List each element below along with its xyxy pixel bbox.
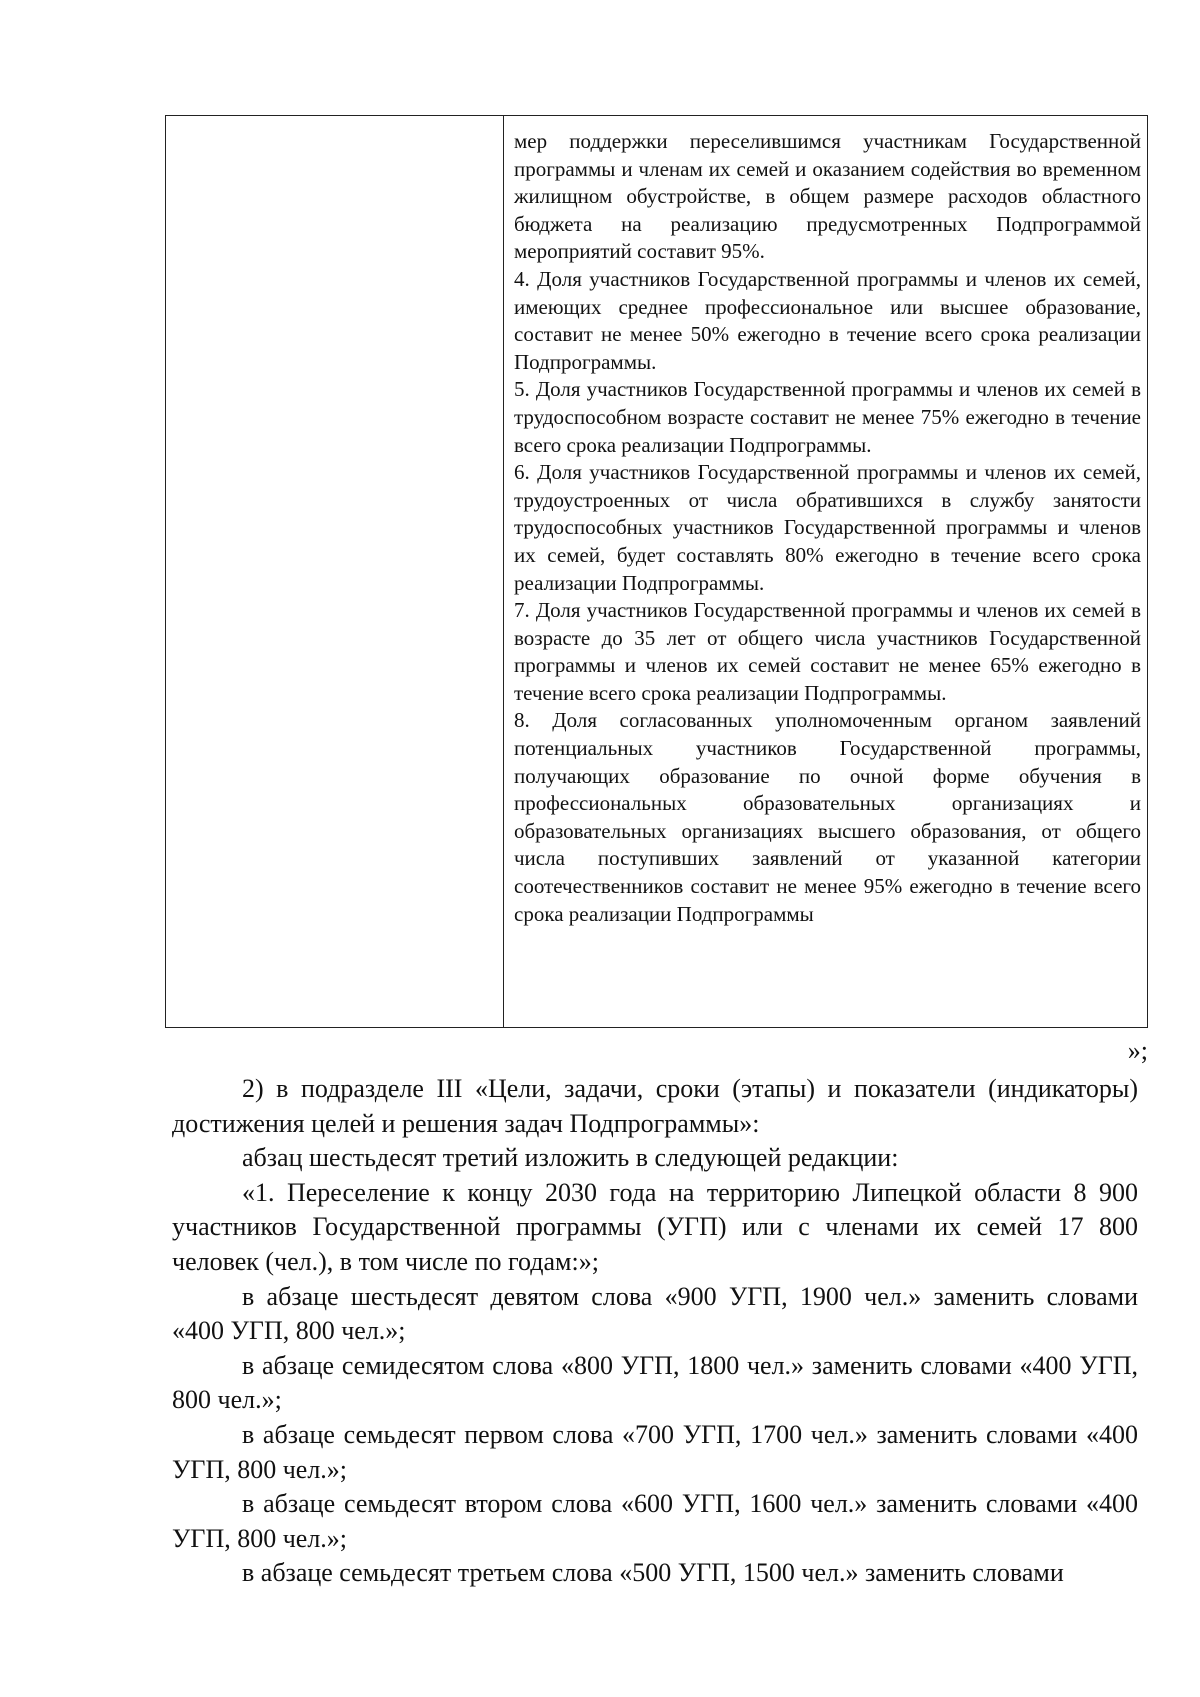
body-paragraph: в абзаце семьдесят первом слова «700 УГП, 1700 чел.» заменить словами «400 УГП, 800 чел.»; (172, 1419, 1138, 1484)
body-paragraph: абзац шестьдесят третий изложить в следующей редакции: (242, 1143, 899, 1173)
body-text (172, 1072, 1138, 1591)
table-paragraph: 8. Доля согласованных уполномоченным органом заявлений потенциальных участников Государственной программы, получающих образование по очной форме обучения в профессиональных образовательных организациях и образовательных организациях высшего образования, от общего числа поступивших заявлений от указанной категории соотечественников составит не менее 95% ежегодно в течение всего срока реализации Подпрограммы (514, 708, 1141, 926)
table-paragraph: 5. Доля участников Государственной программы и членов их семей в трудоспособном возрасте составит не менее 75% ежегодно в течение всего срока реализации Подпрограммы. (514, 377, 1141, 457)
body-paragraph: «1. Переселение к концу 2030 года на территорию Липецкой области 8 900 участников Государственной программы (УГП) или с членами их семей 17 800 человек (чел.), в том числе по годам:»; (172, 1177, 1138, 1276)
table-paragraph: мер поддержки переселившимся участникам Государственной программы и членам их семей и оказанием содействия во временном жилищном обустройстве, в общем размере расходов областного бюджета на реализацию предусмотренных Подпрограммой мероприятий составит 95%. (514, 129, 1141, 264)
closing-quote-mark: »; (1127, 1036, 1148, 1065)
table-right-cell (505, 116, 1147, 1027)
table-paragraph: 7. Доля участников Государственной программы и членов их семей в возрасте до 35 лет от общего числа участников Государственной программы и членов их семей составит не менее 65% ежегодно в течение всего срока реализации Подпрограммы. (514, 598, 1141, 705)
indicators-table (165, 115, 1148, 1028)
table-paragraph: 4. Доля участников Государственной программы и членов их семей, имеющих среднее профессиональное или высшее образование, составит не менее 50% ежегодно в течение всего срока реализации Подпрограммы. (514, 266, 1141, 374)
body-paragraph: в абзаце семьдесят третьем слова «500 УГП, 1500 чел.» заменить словами (242, 1558, 1064, 1588)
table-paragraph: 6. Доля участников Государственной программы и членов их семей, трудоустроенных от числа обратившихся в службу занятости трудоспособных участников Государственной программы и членов их семей, будет составлять 80% ежегодно в течение всего срока реализации Подпрограммы. (514, 460, 1141, 595)
body-paragraph: в абзаце шестьдесят девятом слова «900 УГП, 1900 чел.» заменить словами «400 УГП, 800 чел.»; (172, 1281, 1138, 1346)
body-paragraph: в абзаце семидесятом слова «800 УГП, 1800 чел.» заменить словами «400 УГП, 800 чел.»; (172, 1350, 1138, 1415)
table-left-cell (166, 116, 504, 1027)
body-paragraph: 2) в подразделе III «Цели, задачи, сроки (этапы) и показатели (индикаторы) достижения целей и решения задач Подпрограммы»: (172, 1074, 1138, 1138)
body-paragraph: в абзаце семьдесят втором слова «600 УГП, 1600 чел.» заменить словами «400 УГП, 800 чел.»; (172, 1489, 1138, 1553)
